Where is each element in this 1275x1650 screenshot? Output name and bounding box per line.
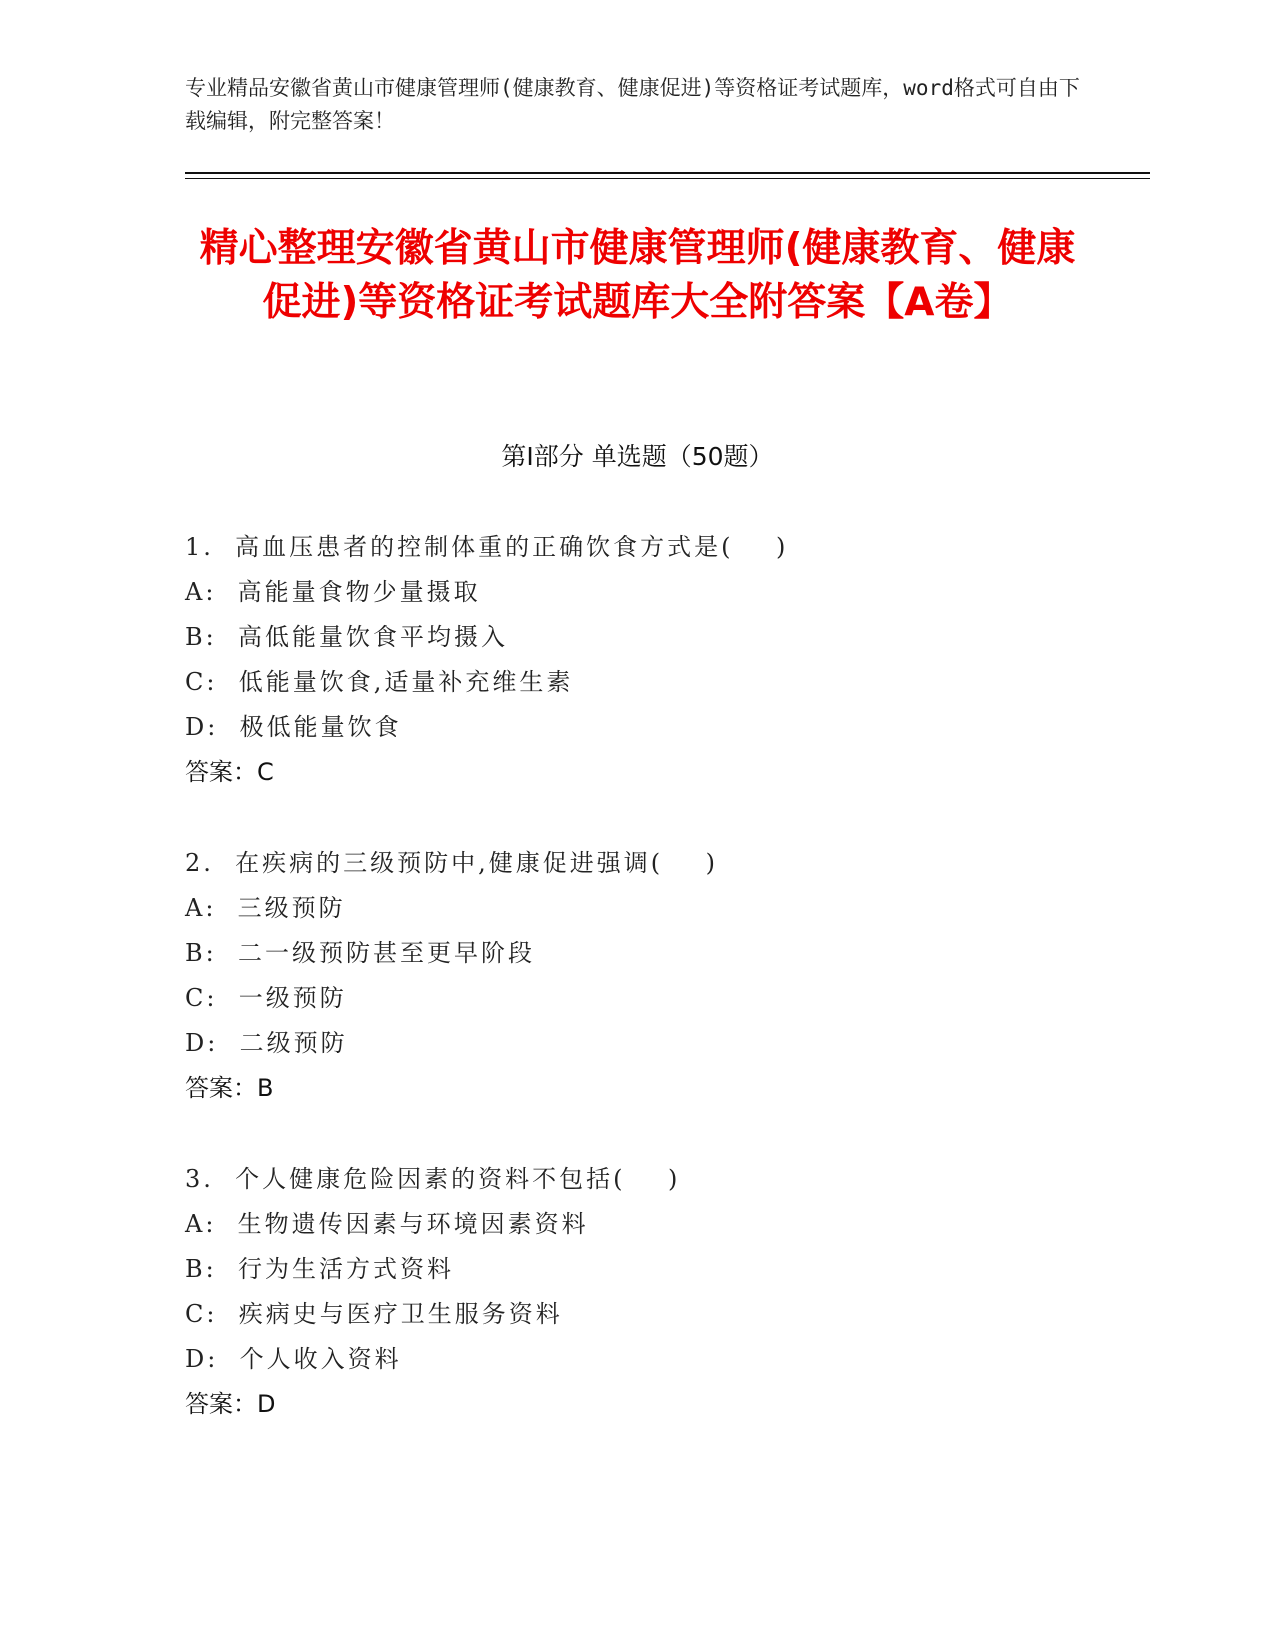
question-item [185, 841, 1135, 1111]
question-stem: 1. 高血压患者的控制体重的正确饮食方式是( ) [185, 533, 789, 561]
question-list [185, 525, 1135, 1473]
document-title: 精心整理安徽省黄山市健康管理师(健康教育、健康促进)等资格证考试题库大全附答案【A卷】 [199, 226, 1076, 325]
option-a: A: 三级预防 [185, 894, 346, 922]
option-b: B: 二一级预防甚至更早阶段 [185, 939, 535, 967]
question-item [185, 1157, 1135, 1427]
answer-line: 答案：D [185, 1390, 276, 1418]
option-c: C: 低能量饮食,适量补充维生素 [185, 668, 574, 696]
option-c: C: 疾病史与医疗卫生服务资料 [185, 1300, 563, 1328]
option-c: C: 一级预防 [185, 984, 347, 1012]
option-b: B: 行为生活方式资料 [185, 1255, 454, 1283]
answer-line: 答案：C [185, 758, 274, 786]
option-a: A: 生物遗传因素与环境因素资料 [185, 1210, 589, 1238]
header-divider-thick [185, 172, 1150, 174]
header-divider-thin [185, 178, 1150, 179]
option-a: A: 高能量食物少量摄取 [185, 578, 481, 606]
option-b: B: 高低能量饮食平均摄入 [185, 623, 508, 651]
header-note: 专业精品安徽省黄山市健康管理师(健康教育、健康促进)等资格证考试题库，word格式可自由下载编辑，附完整答案！ [185, 76, 1080, 133]
answer-line: 答案：B [185, 1074, 274, 1102]
option-d: D: 二级预防 [185, 1029, 348, 1057]
question-item [185, 525, 1135, 795]
question-stem: 2. 在疾病的三级预防中,健康促进强调( ) [185, 849, 719, 877]
option-d: D: 个人收入资料 [185, 1345, 402, 1373]
option-d: D: 极低能量饮食 [185, 713, 402, 741]
question-stem: 3. 个人健康危险因素的资料不包括( ) [185, 1165, 681, 1193]
section-heading: 第Ⅰ部分 单选题（50题） [501, 442, 774, 471]
